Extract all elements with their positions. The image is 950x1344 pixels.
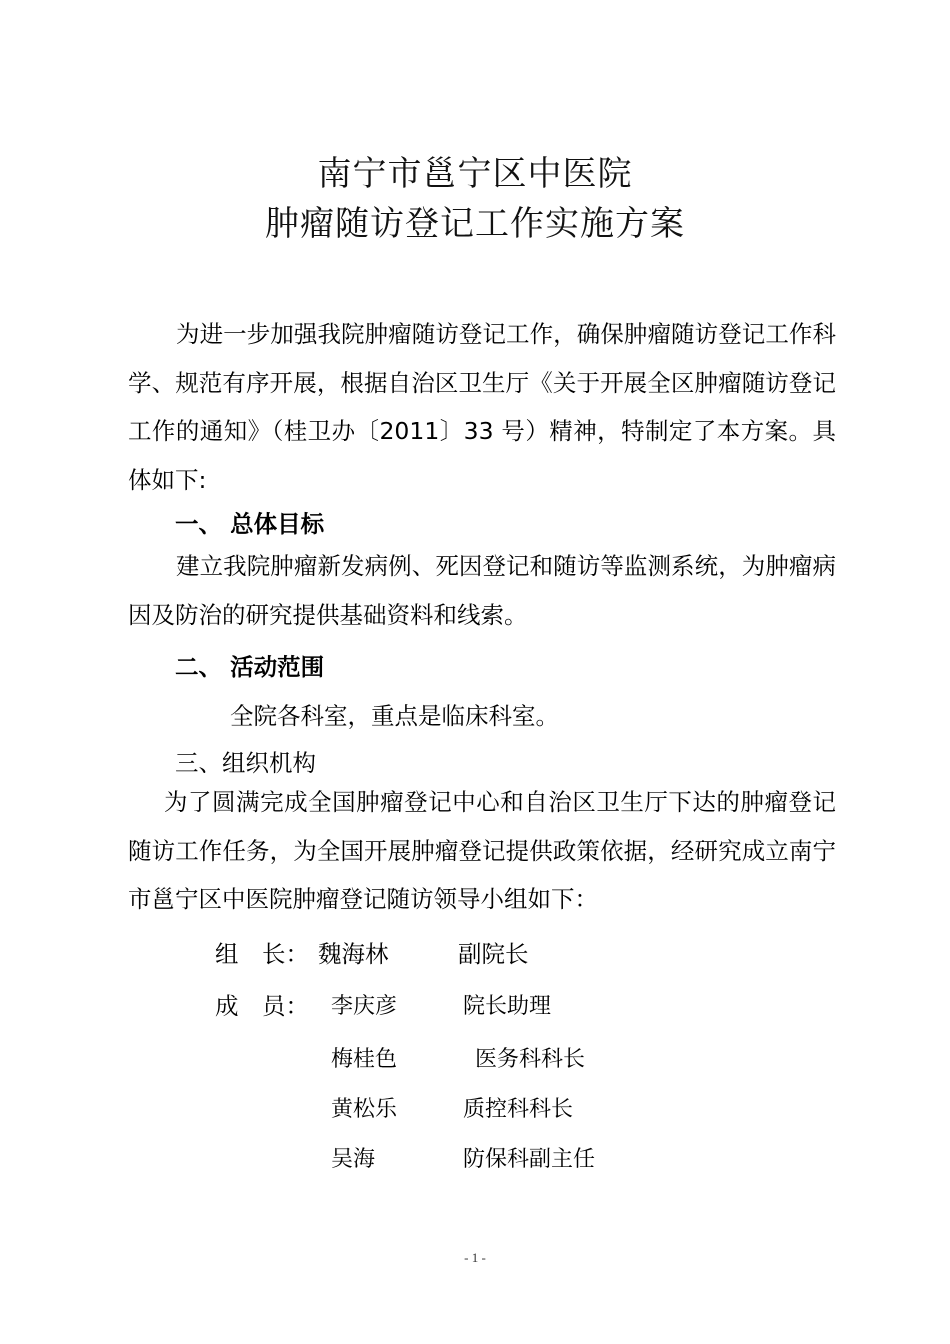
member-role: 医务科科长 bbox=[475, 1047, 586, 1072]
leader-role: 副院长 bbox=[458, 940, 529, 968]
org-block bbox=[128, 778, 836, 924]
title-plan: 肿瘤随访登记工作实施方案 bbox=[265, 204, 685, 244]
member-role: 质控科科长 bbox=[463, 1097, 574, 1122]
members-label: 成 员： bbox=[215, 992, 309, 1020]
leader-label: 组 长： bbox=[215, 940, 309, 968]
member-name: 李庆彦 bbox=[331, 994, 398, 1019]
section-heading-goal: 一、 总体目标 bbox=[175, 510, 325, 538]
member-role: 院长助理 bbox=[463, 994, 552, 1019]
intro-paragraph: 为进一步加强我院肿瘤随访登记工作，确保肿瘤随访登记工作科学、规范有序开展，根据自治区卫生厅《关于开展全区肿瘤随访登记工作的通知》（桂卫办〔2011〕33 号）精神，特制定了本方案。具体如下: bbox=[128, 320, 836, 494]
member-name: 梅桂色 bbox=[331, 1047, 398, 1072]
section-heading-org: 三、组织机构 bbox=[175, 749, 316, 777]
section-heading-scope: 二、 活动范围 bbox=[175, 653, 325, 681]
title-hospital: 南宁市邕宁区中医院 bbox=[317, 154, 633, 194]
org-paragraph: 为了圆满完成全国肿瘤登记中心和自治区卫生厅下达的肿瘤登记随访工作任务，为全国开展肿瘤登记提供政策依据，经研究成立南宁市邕宁区中医院肿瘤登记随访领导小组如下： bbox=[128, 788, 836, 913]
goal-paragraph: 建立我院肿瘤新发病例、死因登记和随访等监测系统，为肿瘤病因及防治的研究提供基础资料和线索。 bbox=[128, 552, 836, 629]
page-number: - 1 - bbox=[464, 1250, 486, 1265]
scope-text: 全院各科室，重点是临床科室。 bbox=[230, 702, 559, 730]
member-role: 防保科副主任 bbox=[463, 1147, 596, 1172]
goal-block bbox=[128, 542, 836, 639]
member-name: 吴海 bbox=[331, 1147, 376, 1172]
member-name: 黄松乐 bbox=[331, 1097, 398, 1122]
leader-name: 魏海林 bbox=[318, 940, 389, 968]
intro-block bbox=[128, 310, 836, 504]
